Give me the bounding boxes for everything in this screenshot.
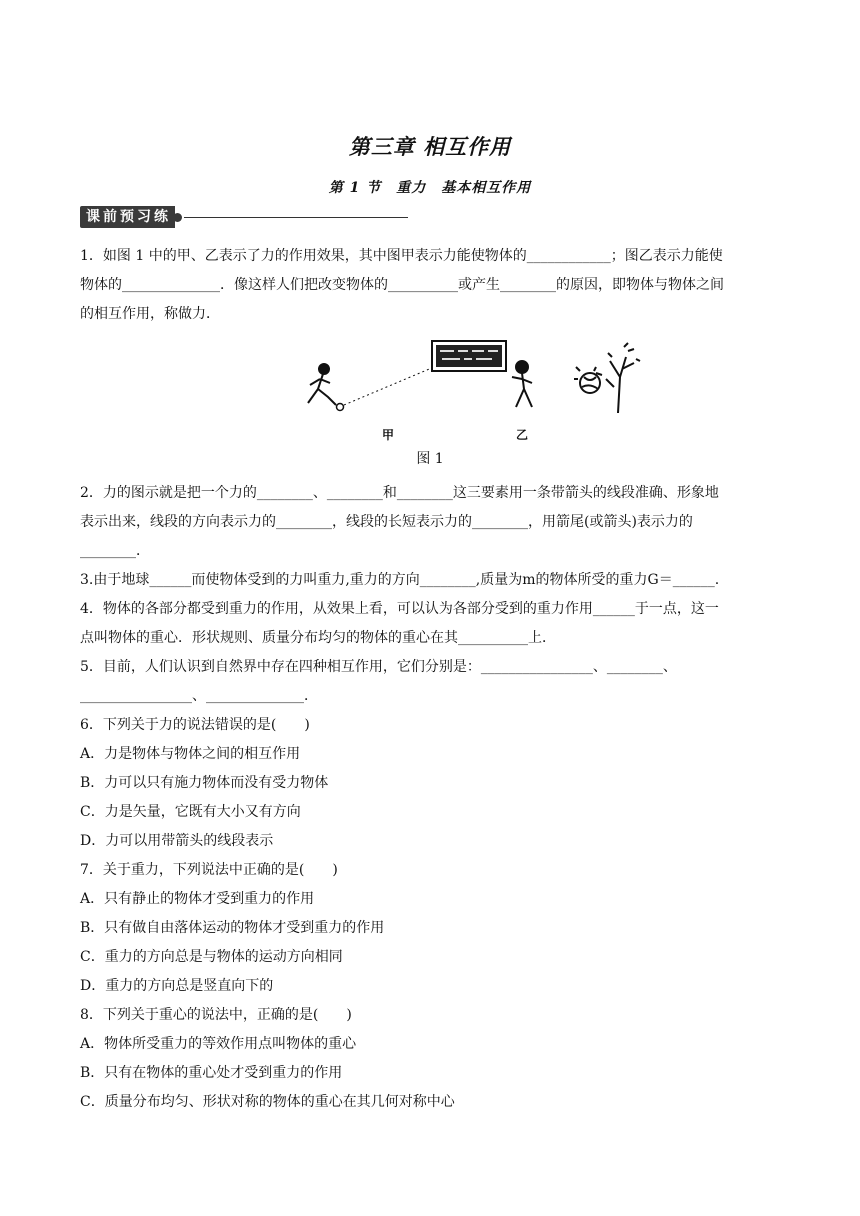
kicking-player-icon (308, 364, 336, 405)
question-1 (80, 242, 780, 329)
question-7-stem: 7．关于重力，下列说法中正确的是( ) (80, 862, 338, 878)
heading-player-icon (512, 361, 532, 407)
question-4-line-2: 点叫物体的重心．形状规则、质量分布均匀的物体的重心在其__________上． (80, 630, 556, 646)
question-1-line-2: 物体的______________．像这样人们把改变物体的__________或产生________的原因，即物体与物体之间 (80, 277, 724, 293)
option-item: C．质量分布均匀、形状对称的物体的重心在其几何对称中心 (80, 1094, 455, 1110)
option-item: C．力是矢量，它既有大小又有方向 (80, 804, 301, 820)
question-1-line-1: 1．如图 1 中的甲、乙表示了力的作用效果，其中图甲表示力能使物体的____________；图乙表示力能使 (80, 248, 723, 264)
section-title: 第 1 节 重力 基本相互作用 (328, 180, 532, 196)
question-list (80, 242, 780, 1117)
banner-divider (184, 217, 408, 218)
question-6-stem: 6．下列关于力的说法错误的是( ) (80, 717, 310, 733)
option-item: B．只有在物体的重心处才受到重力的作用 (80, 1065, 343, 1081)
question-4 (80, 595, 780, 653)
question-5 (80, 653, 780, 711)
section-banner (80, 206, 408, 228)
question-5-line-2: ________________、______________． (80, 688, 318, 704)
question-3-line-1: 3.由于地球______而使物体受到的力叫重力,重力的方向________,质量为m的物体所受的重力G＝______. (80, 572, 720, 588)
question-2-line-2: 表示出来，线段的方向表示力的________，线段的长短表示力的________，用箭尾(或箭头)表示力的 (80, 514, 693, 530)
figure-label-yi: 乙 (516, 428, 529, 442)
option-item: A．只有静止的物体才受到重力的作用 (80, 891, 315, 907)
figure-1-illustration (296, 337, 566, 417)
option-item: C．重力的方向总是与物体的运动方向相同 (80, 949, 343, 965)
option-item: D．重力的方向总是竖直向下的 (80, 978, 274, 994)
tree-and-ball-icon (574, 343, 640, 413)
sign-board-icon (432, 341, 506, 371)
ball-icon (337, 404, 344, 411)
figure-caption: 图 1 (416, 451, 444, 467)
banner-label: 课前预习练 (80, 206, 175, 228)
question-5-line-1: 5．目前，人们认识到自然界中存在四种相互作用，它们分别是：________________、________、 (80, 659, 677, 675)
question-4-line-1: 4．物体的各部分都受到重力的作用，从效果上看，可以认为各部分受到的重力作用______于一点，这一 (80, 601, 719, 617)
figure-label-jia: 甲 (382, 428, 395, 442)
question-3 (80, 566, 780, 595)
question-1-line-3: 的相互作用，称做力． (80, 306, 220, 322)
question-2-line-1: 2．力的图示就是把一个力的________、________和________这三要素用一条带箭头的线段准确、形象地 (80, 485, 719, 501)
ball-trajectory (344, 367, 434, 405)
option-item: B．力可以只有施力物体而没有受力物体 (80, 775, 329, 791)
option-item: A．力是物体与物体之间的相互作用 (80, 746, 301, 762)
question-8 (80, 1001, 780, 1117)
question-2 (80, 479, 780, 566)
question-8-stem: 8．下列关于重心的说法中，正确的是( ) (80, 1007, 352, 1023)
figure-1-yi-illustration (566, 337, 646, 417)
option-item: D．力可以用带箭头的线段表示 (80, 833, 274, 849)
banner-dot-icon (173, 213, 182, 222)
option-item: B．只有做自由落体运动的物体才受到重力的作用 (80, 920, 385, 936)
question-2-line-3: ________． (80, 543, 150, 559)
question-6 (80, 711, 780, 856)
question-7 (80, 856, 780, 1001)
figure-1 (80, 337, 780, 479)
chapter-title: 第三章 相互作用 (348, 134, 512, 159)
option-item: A．物体所受重力的等效作用点叫物体的重心 (80, 1036, 357, 1052)
